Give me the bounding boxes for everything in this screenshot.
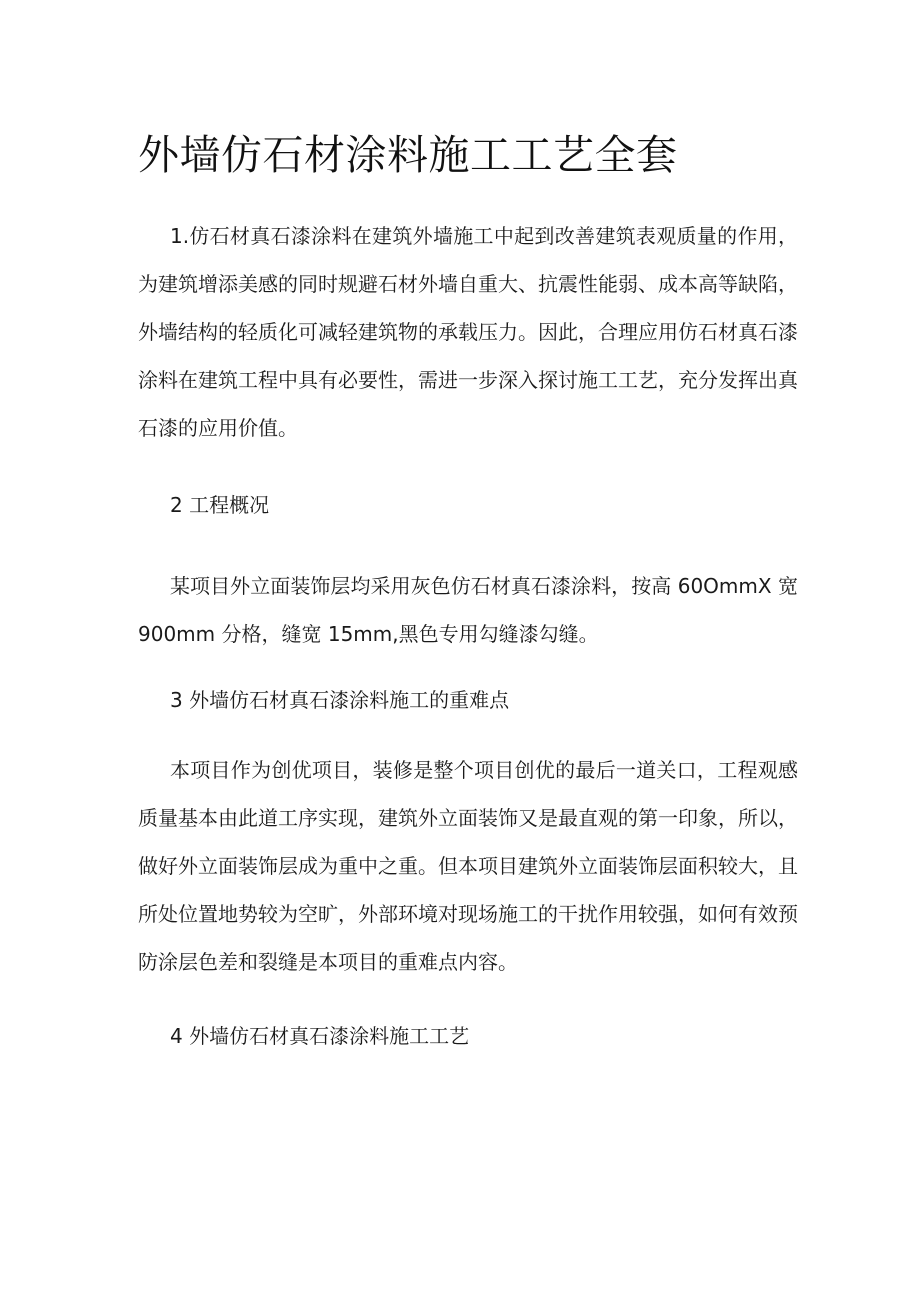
section-heading-project-overview: 2 工程概况 <box>170 493 270 517</box>
document-title: 外墙仿石材涂料施工工艺全套 <box>138 131 678 179</box>
paragraph-key-difficulties: 本项目作为创优项目，装修是整个项目创优的最后一道关口，工程观感质量基本由此道工序实现，建筑外立面装饰又是最直观的第一印象，所以，做好外立面装饰层成为重中之重。但本项目建筑外立面装饰层面积较大，且所处位置地势较为空旷，外部环境对现场施工的干扰作用较强，如何有效预防涂层色差和裂缝是本项目的重难点内容。 <box>138 758 798 974</box>
section-heading-construction-process: 4 外墙仿石材真石漆涂料施工工艺 <box>170 1024 470 1048</box>
paragraph-introduction: 1.仿石材真石漆涂料在建筑外墙施工中起到改善建筑表观质量的作用，为建筑增添美感的同时规避石材外墙自重大、抗震性能弱、成本高等缺陷，外墙结构的轻质化可减轻建筑物的承载压力。因此，合理应用仿石材真石漆涂料在建筑工程中具有必要性，需进一步深入探讨施工工艺，充分发挥出真石漆的应用价值。 <box>138 224 798 440</box>
paragraph-project-overview: 某项目外立面装饰层均采用灰色仿石材真石漆涂料，按高 60OmmX 宽 900mm 分格，缝宽 15mm,黑色专用勾缝漆勾缝。 <box>138 574 798 646</box>
section-heading-key-difficulties: 3 外墙仿石材真石漆涂料施工的重难点 <box>170 688 510 712</box>
